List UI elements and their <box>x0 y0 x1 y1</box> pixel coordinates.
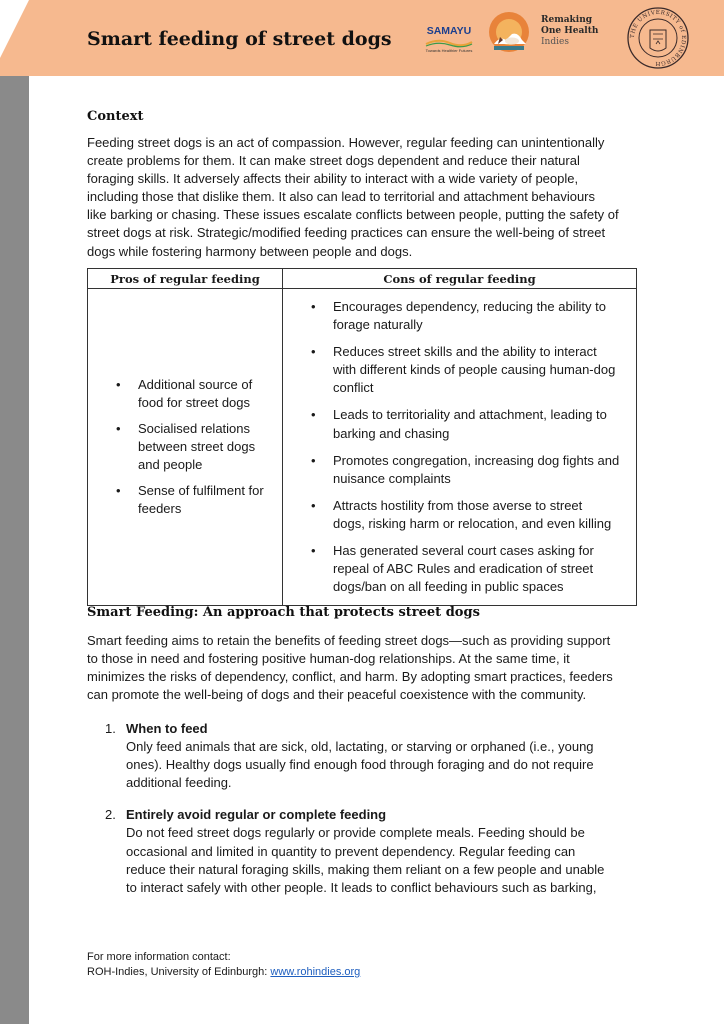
cons-item <box>283 542 636 596</box>
footer-contact-label: For more information contact: <box>87 951 231 963</box>
step-item <box>87 806 639 896</box>
page-header <box>0 0 724 76</box>
pros-item <box>88 420 282 474</box>
uoe-ring-text: THE UNIVERSITY of EDINBURGH <box>629 9 687 67</box>
pros-item-line: and people <box>138 457 203 473</box>
pros-item-line: between street dogs <box>138 439 256 455</box>
pros-item-line: • Sense of fulfilment for <box>138 483 264 499</box>
cons-cell <box>283 289 637 606</box>
cons-item-line: nuisance complaints <box>333 470 451 486</box>
smart-feeding-paragraph <box>87 632 639 704</box>
samayu-logo-text: SAMAYU <box>426 25 472 37</box>
cons-item <box>283 406 636 442</box>
context-line: like barking or chasing. These issues escalate conflicts between people, putting the safety of <box>87 207 619 223</box>
step-line: reduce their natural foraging skills, making them reliant on a few people and unable <box>126 861 605 877</box>
roh-line-3: Indies <box>541 37 569 47</box>
step-line: Only feed animals that are sick, old, lactating, or starving or orphaned (i.e., young <box>126 739 594 755</box>
cons-item <box>283 343 636 397</box>
cons-item <box>283 497 636 533</box>
cons-item-line: • Promotes congregation, increasing dog fights and <box>333 452 620 468</box>
pros-item-line: food for street dogs <box>138 394 251 410</box>
cons-item-line: • Attracts hostility from those averse to street <box>333 497 583 513</box>
cons-item-line: repeal of ABC Rules and eradication of street <box>333 561 594 577</box>
context-paragraph <box>87 134 639 261</box>
website-link[interactable]: www.rohindies.org <box>270 966 361 978</box>
pros-header: Pros of regular feeding <box>88 269 283 289</box>
page-title: Smart feeding of street dogs <box>87 28 392 50</box>
context-line: dogs while fostering harmony between people and dogs. <box>87 243 413 259</box>
cons-item-line: forage naturally <box>333 317 423 333</box>
footer-org: ROH-Indies, University of Edinburgh: <box>87 966 271 978</box>
smart-feeding-steps <box>87 720 639 911</box>
left-margin-bar <box>0 0 29 1024</box>
samayu-logo <box>420 22 478 56</box>
cons-header: Cons of regular feeding <box>283 269 637 289</box>
cons-list <box>283 298 636 596</box>
context-line: foraging skills. It adversely affects their ability to interact with a wide variety of people, <box>87 171 579 187</box>
step-number: 1. <box>105 721 116 736</box>
roh-line-1: Remaking <box>541 15 593 25</box>
svg-text:THE UNIVERSITY of EDINBURGH <box>630 10 686 66</box>
context-line: including those that dislike them. It also can lead to territorial and attachment behaviours <box>87 189 596 205</box>
smart-line: to those in need and fostering positive human-dog relationships. At the same time, it <box>87 651 570 667</box>
cons-item-line: dogs/ban on all feeding in public spaces <box>333 579 564 595</box>
samayu-wave-icon <box>424 38 474 48</box>
cons-item <box>283 452 636 488</box>
step-line: additional feeding. <box>126 775 232 791</box>
pros-item <box>88 482 282 518</box>
cons-item <box>283 298 636 334</box>
roh-line-2: One Health <box>541 26 599 36</box>
pros-item-line: feeders <box>138 501 182 517</box>
cons-item-line: • Leads to territoriality and attachment, leading to <box>333 407 607 423</box>
cons-item-line: • Encourages dependency, reducing the ability to <box>333 299 606 314</box>
pros-item-line: • Additional source of <box>138 376 253 392</box>
context-line: street dogs at risk. Strategic/modified feeding practices can ensure the well-being of street <box>87 225 606 241</box>
step-line: to interact safely with other people. It leads to conflict behaviours such as barking, <box>126 879 597 895</box>
pros-cons-table <box>87 268 637 606</box>
header-corner-fold <box>0 0 29 58</box>
cons-item-line: conflict <box>333 380 374 396</box>
pros-item <box>88 376 282 412</box>
cons-item-line: dogs, risking harm or relocation, and even killing <box>333 515 612 531</box>
step-line: occasional and limited in quantity to prevent dependency. Regular feeding can <box>126 843 576 859</box>
pros-item-line: • Socialised relations <box>138 421 251 437</box>
smart-feeding-heading: Smart Feeding: An approach that protects street dogs <box>87 605 480 620</box>
context-heading: Context <box>87 109 144 124</box>
pros-list <box>88 376 282 519</box>
step-title: When to feed <box>126 721 208 736</box>
smart-line: minimizes the risks of dependency, conflict, and harm. By adopting smart practices, feeders <box>87 669 613 685</box>
roh-logo-text <box>541 15 631 48</box>
cons-item-line: • Has generated several court cases asking for <box>333 543 594 559</box>
step-line: Do not feed street dogs regularly or provide complete meals. Feeding should be <box>126 825 585 841</box>
pros-cell <box>88 289 283 606</box>
cons-item-line: with different kinds of people causing human-dog <box>333 362 616 378</box>
university-of-edinburgh-seal-icon <box>626 6 690 70</box>
step-title: Entirely avoid regular or complete feeding <box>126 807 387 823</box>
samayu-tagline: Towards Healthier Futures <box>425 48 473 53</box>
smart-line: Smart feeding aims to retain the benefits of feeding street dogs—such as providing support <box>87 633 611 648</box>
context-line: create problems for them. It can make street dogs dependent and reduce their natural <box>87 153 580 169</box>
step-item <box>87 720 639 792</box>
cons-item-line: • Reduces street skills and the ability to interact <box>333 344 597 360</box>
step-line: ones). Healthy dogs usually find enough food through foraging and do not require <box>126 757 594 773</box>
page-footer <box>87 950 360 980</box>
step-number: 2. <box>105 807 116 823</box>
smart-line: can promote the well-being of dogs and their peaceful coexistence with the community. <box>87 687 587 703</box>
context-line: Feeding street dogs is an act of compassion. However, regular feeding can unintentionally <box>87 135 605 150</box>
cons-item-line: barking and chasing <box>333 425 450 441</box>
roh-dog-logo-icon <box>488 10 530 56</box>
footer-contact-line <box>87 965 360 980</box>
